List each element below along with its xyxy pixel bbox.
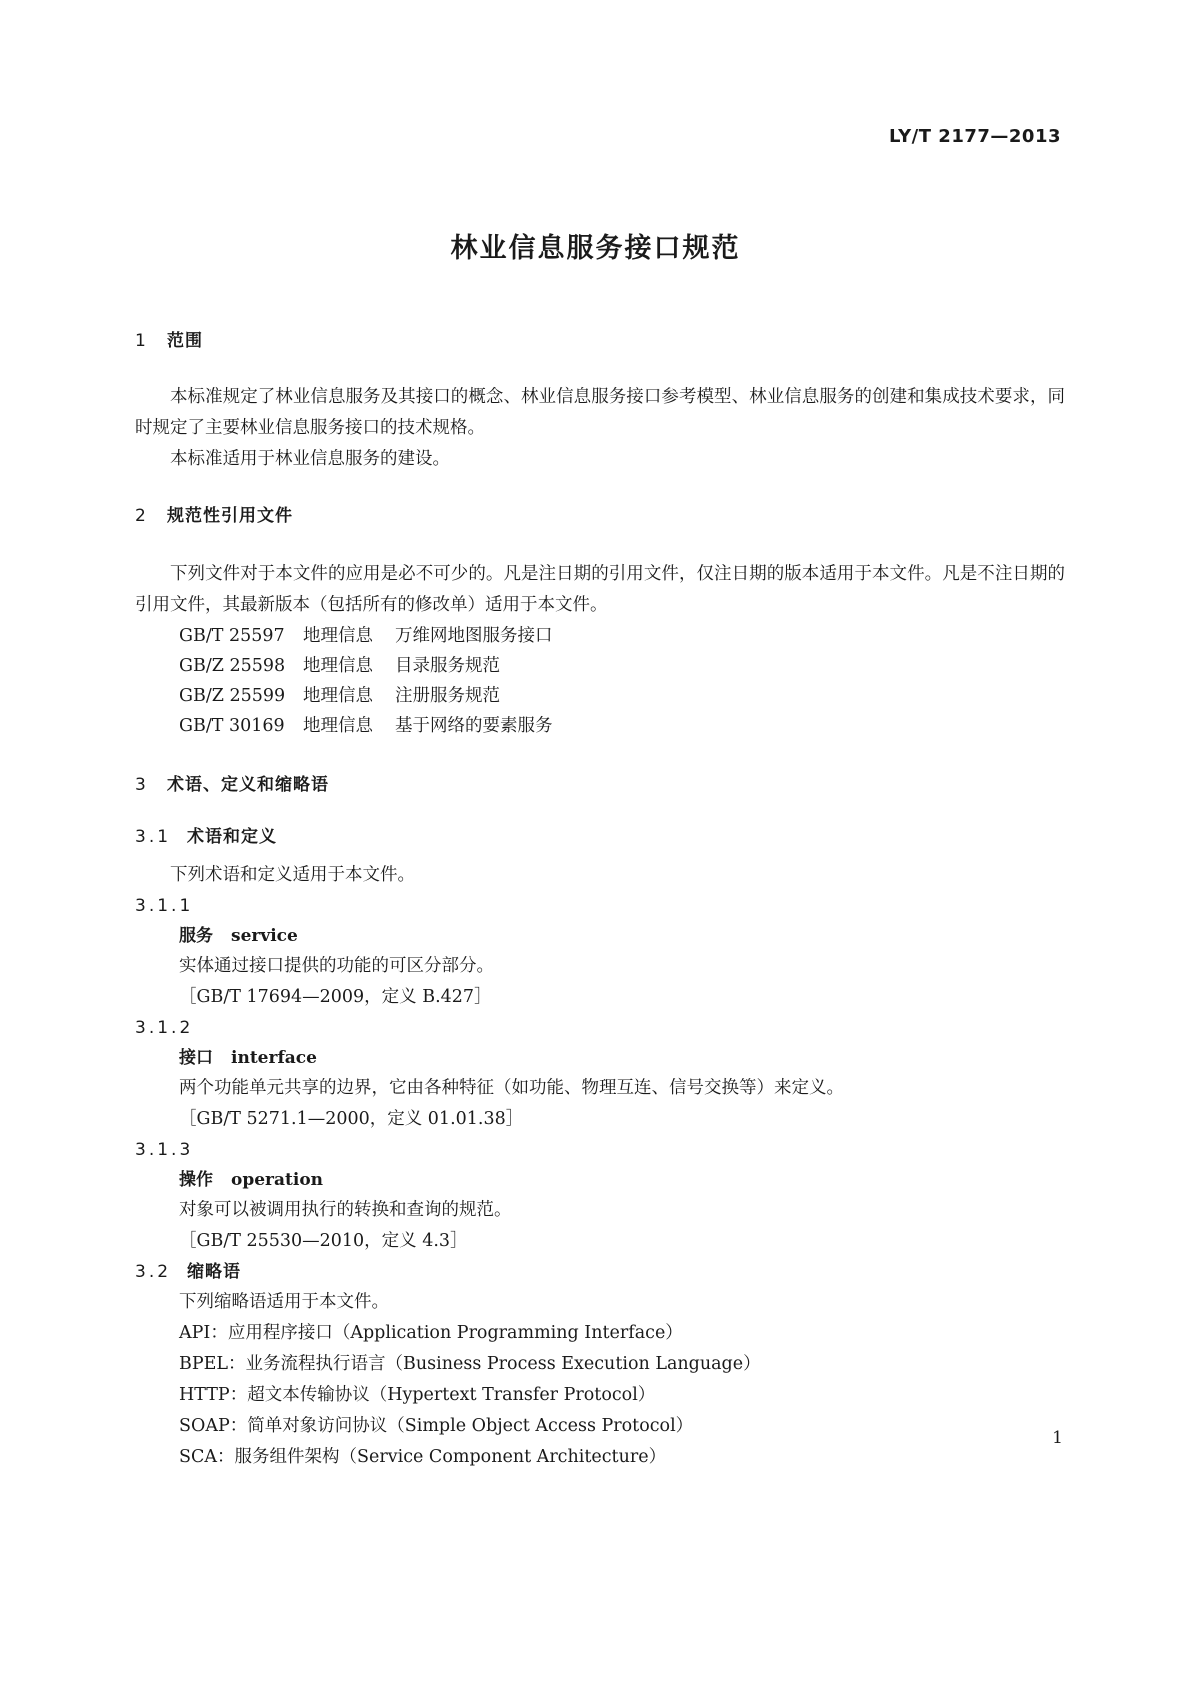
document-title: 林业信息服务接口规范 bbox=[450, 233, 741, 264]
reference-part: 地理信息 bbox=[303, 656, 373, 676]
term-definition: 对象可以被调用执行的转换和查询的规范。 bbox=[179, 1200, 512, 1220]
term-source: ［GB/T 17694—2009，定义 B.427］ bbox=[179, 987, 492, 1007]
term-definition: 实体通过接口提供的功能的可区分部分。 bbox=[179, 956, 494, 976]
abbreviation-item: HTTP：超文本传输协议（Hypertext Transfer Protocol） bbox=[179, 1385, 656, 1405]
section-title: 术语、定义和缩略语 bbox=[167, 775, 329, 795]
term-zh: 接口 bbox=[179, 1048, 213, 1068]
abbreviation-item: API：应用程序接口（Application Programming Interface） bbox=[179, 1323, 683, 1343]
scope-applicability: 本标准适用于林业信息服务的建设。 bbox=[170, 449, 450, 469]
abbreviation-item: SOAP：简单对象访问协议（Simple Object Access Protocol） bbox=[179, 1416, 694, 1436]
reference-code: GB/T 25597 bbox=[179, 626, 285, 646]
subsection-title: 术语和定义 bbox=[187, 827, 277, 847]
reference-part: 地理信息 bbox=[303, 686, 373, 706]
term-zh: 服务 bbox=[179, 926, 213, 946]
term-number: 3.1.2 bbox=[135, 1018, 194, 1038]
section-title: 规范性引用文件 bbox=[167, 506, 293, 526]
reference-title: 基于网络的要素服务 bbox=[395, 716, 553, 736]
section-number: 3 bbox=[135, 775, 147, 795]
term-heading bbox=[135, 1043, 1065, 1073]
reference-item bbox=[135, 651, 1065, 681]
term-definition: 两个功能单元共享的边界，它由各种特征（如功能、物理互连、信号交换等）来定义。 bbox=[179, 1078, 844, 1098]
term-en: interface bbox=[231, 1048, 317, 1068]
scope-paragraph: 本标准规定了林业信息服务及其接口的概念、林业信息服务接口参考模型、林业信息服务的创建和集成技术要求，同时规定了主要林业信息服务接口的技术规格。 bbox=[135, 387, 1065, 438]
term-source: ［GB/T 5271.1—2000，定义 01.01.38］ bbox=[179, 1109, 524, 1129]
reference-part: 地理信息 bbox=[303, 716, 373, 736]
page-number: 1 bbox=[1052, 1428, 1063, 1448]
section-2-heading bbox=[135, 505, 1065, 527]
term-heading bbox=[135, 1165, 1065, 1195]
term-source: ［GB/T 25530—2010，定义 4.3］ bbox=[179, 1231, 468, 1251]
abbreviations-intro: 下列缩略语适用于本文件。 bbox=[179, 1292, 389, 1312]
subsection-3-1-heading bbox=[135, 826, 1065, 848]
section-1-heading bbox=[135, 330, 1065, 352]
subsection-number: 3.1 bbox=[135, 827, 172, 847]
subsection-3-2-heading bbox=[135, 1257, 1065, 1287]
section-number: 2 bbox=[135, 506, 147, 526]
subsection-title: 缩略语 bbox=[187, 1262, 241, 1282]
section-title: 范围 bbox=[167, 331, 203, 351]
reference-item bbox=[135, 621, 1065, 651]
terms-intro: 下列术语和定义适用于本文件。 bbox=[170, 865, 415, 885]
section-3-heading bbox=[135, 774, 1065, 796]
abbreviation-item: BPEL：业务流程执行语言（Business Process Execution Language） bbox=[179, 1354, 761, 1374]
term-number: 3.1.1 bbox=[135, 896, 194, 916]
reference-title: 注册服务规范 bbox=[395, 686, 500, 706]
reference-code: GB/Z 25599 bbox=[179, 686, 286, 706]
reference-item bbox=[135, 681, 1065, 711]
section-number: 1 bbox=[135, 331, 147, 351]
references-intro: 下列文件对于本文件的应用是必不可少的。凡是注日期的引用文件，仅注日期的版本适用于本文件。凡是不注日期的引用文件，其最新版本（包括所有的修改单）适用于本文件。 bbox=[135, 564, 1065, 615]
reference-item bbox=[135, 711, 1065, 741]
term-en: operation bbox=[231, 1170, 324, 1190]
reference-code: GB/Z 25598 bbox=[179, 656, 286, 676]
document-body bbox=[135, 330, 1065, 1473]
reference-title: 目录服务规范 bbox=[395, 656, 500, 676]
reference-part: 地理信息 bbox=[303, 626, 373, 646]
term-heading bbox=[135, 921, 1065, 951]
reference-code: GB/T 30169 bbox=[179, 716, 285, 736]
reference-list bbox=[135, 621, 1065, 741]
standard-code: LY/T 2177—2013 bbox=[888, 126, 1061, 147]
abbreviation-item: SCA：服务组件架构（Service Component Architecture） bbox=[179, 1447, 667, 1467]
term-zh: 操作 bbox=[179, 1170, 213, 1190]
term-en: service bbox=[231, 926, 298, 946]
term-number: 3.1.3 bbox=[135, 1140, 194, 1160]
subsection-number: 3.2 bbox=[135, 1262, 172, 1282]
reference-title: 万维网地图服务接口 bbox=[395, 626, 553, 646]
